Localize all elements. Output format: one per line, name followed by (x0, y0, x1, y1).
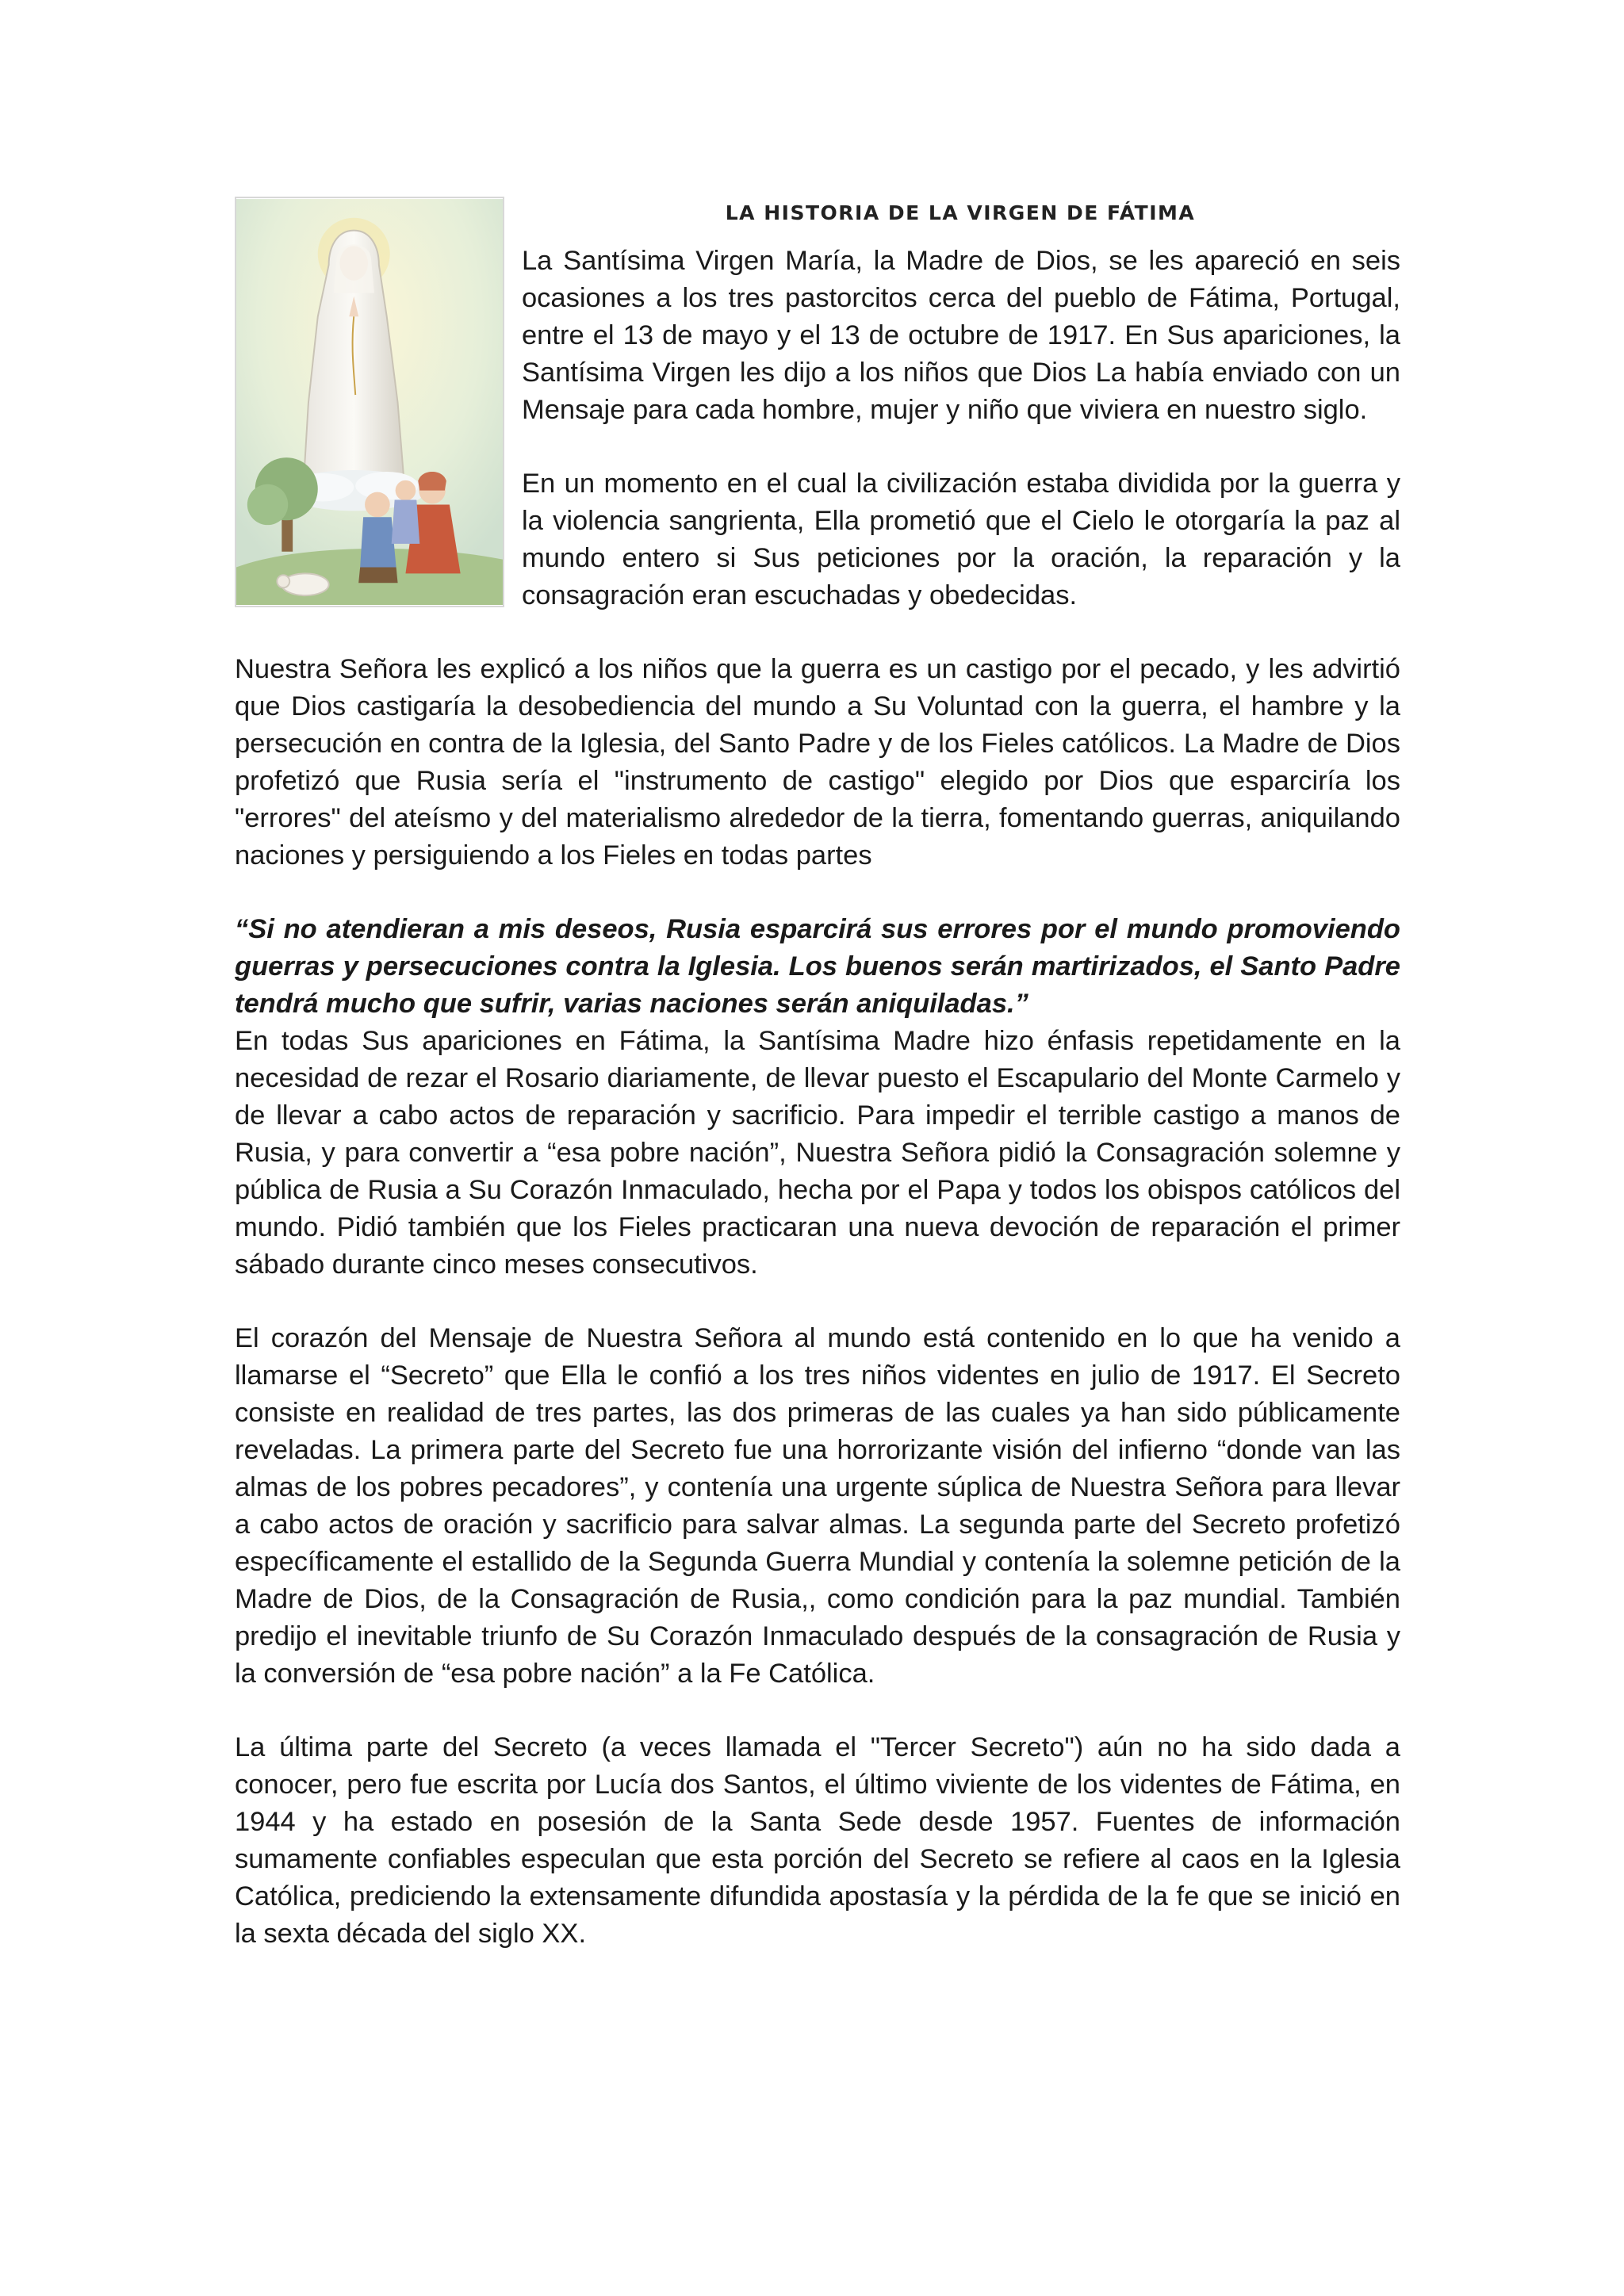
virgin-of-fatima-icon (236, 198, 503, 606)
paragraph-7: La última parte del Secreto (a veces llamada el "Tercer Secreto") aún no ha sido dada a conocer, pero fue escrita por Lucía dos Santos, el último viviente de los videntes de Fátima, en 1944 y ha estado en posesión de la Santa Sede desde 1957. Fuentes de información sumamente confiables especulan que esta porción del Secreto se refiere al caos en la Iglesia Católica, prediciendo la extensamente difundida apostasía y la pérdida de la fe que se inició en la sexta década del siglo XX. (235, 1732, 1400, 1949)
paragraph-6: El corazón del Mensaje de Nuestra Señora al mundo está contenido en lo que ha venido a llamarse el “Secreto” que Ella le confió a los tres niños videntes en julio de 1917. El Secreto consiste en realidad de tres partes, las dos primeras de las cuales ya han sido públicamente reveladas. La primera parte del Secreto fue una horrorizante visión del infierno “donde van las almas de los pobres pecadores”, y contenía una urgente súplica de Nuestra Señora para llevar a cabo actos de oración y sacrificio para salvar almas. La segunda parte del Secreto profetizó específicamente el estallido de la Segunda Guerra Mundial y contenía la solemne petición de la Madre de Dios, de la Consagración de Rusia,, como condición para la paz mundial. También predijo el inevitable triunfo de Su Corazón Inmaculado después de la consagración de Rusia y la conversión de “esa pobre nación” a la Fe Católica. (235, 1323, 1400, 1689)
document-title: LA HISTORIA DE LA VIRGEN DE FÁTIMA (725, 201, 1196, 224)
paragraph-2: En un momento en el cual la civilización estaba dividida por la guerra y la violencia sangrienta, Ella prometió que el Cielo le otorgaría la paz al mundo entero si Sus peticiones por la oración, la reparación y la consagración eran escuchadas y obedecidas. (522, 469, 1400, 610)
document-body (235, 193, 1400, 1953)
paragraph-5: En todas Sus apariciones en Fátima, la Santísima Madre hizo énfasis repetidamente en la necesidad de rezar el Rosario diariamente, de llevar puesto el Escapulario del Monte Carmelo y de llevar a cabo actos de reparación y sacrificio. Para impedir el terrible castigo a manos de Rusia, y para convertir a “esa pobre nación”, Nuestra Señora pidió la Consagración solemne y pública de Rusia a Su Corazón Inmaculado, hecha por el Papa y todos los obispos católicos del mundo. Pidió también que los Fieles practicaran una nueva devoción de reparación el primer sábado durante cinco meses consecutivos. (235, 1026, 1400, 1280)
virgin-of-fatima-illustration (235, 197, 504, 607)
paragraph-1: La Santísima Virgen María, la Madre de Dios, se les apareció en seis ocasiones a los tres pastorcitos cerca del pueblo de Fátima, Portugal, entre el 13 de mayo y el 13 de octubre de 1917. En Sus apariciones, la Santísima Virgen les dijo a los niños que Dios La había enviado con un Mensaje para cada hombre, mujer y niño que viviera en nuestro siglo. (522, 246, 1400, 425)
quote-paragraph: “Si no atendieran a mis deseos, Rusia esparcirá sus errores por el mundo promoviendo guerras y persecuciones contra la Iglesia. Los buenos serán martirizados, el Santo Padre tendrá mucho que sufrir, varias naciones serán aniquiladas.” (235, 914, 1400, 1019)
paragraph-3: Nuestra Señora les explicó a los niños que la guerra es un castigo por el pecado, y les advirtió que Dios castigaría la desobediencia del mundo a Su Voluntad con la guerra, el hambre y la persecución en contra de la Iglesia, del Santo Padre y de los Fieles católicos. La Madre de Dios profetizó que Rusia sería el "instrumento de castigo" elegido por Dios que esparciría los "errores" del ateísmo y del materialismo alrededor de la tierra, fomentando guerras, aniquilando naciones y persiguiendo a los Fieles en todas partes (235, 654, 1400, 871)
